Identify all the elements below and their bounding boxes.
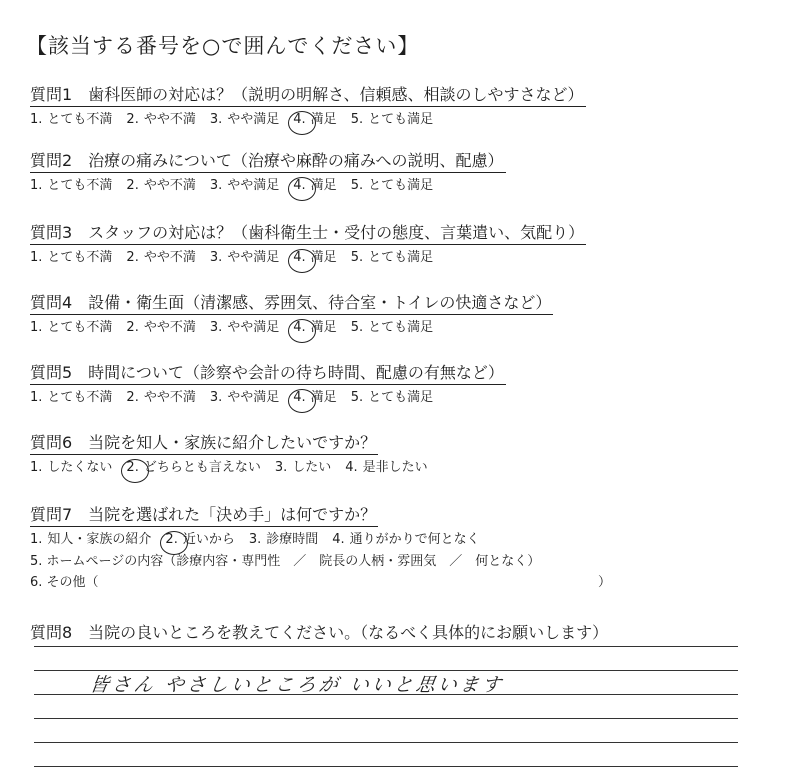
option-number: 1. <box>30 532 43 547</box>
option-number: 3. <box>248 532 262 547</box>
option-1[interactable] <box>30 457 112 479</box>
options <box>30 387 790 409</box>
option-label: 満足 <box>310 390 337 405</box>
option-3[interactable] <box>210 109 279 131</box>
option-number: 5. <box>350 178 364 193</box>
option-label: とても不満 <box>47 390 113 405</box>
option-4[interactable] <box>293 109 336 131</box>
option-label: 通りがかりで何となく <box>349 532 480 547</box>
option-number: 5. <box>350 320 364 335</box>
question-5 <box>30 362 790 409</box>
question-7 <box>30 504 790 593</box>
option-3[interactable] <box>249 529 318 551</box>
option-number: 3. <box>209 390 223 405</box>
question-title: 質問6 当院を知人・家族に紹介したいですか？ <box>30 432 378 455</box>
option-6-label: 6. その他（ <box>30 575 99 590</box>
option-number: 4. <box>293 178 306 193</box>
option-label: とても不満 <box>47 250 113 265</box>
option-label: したくない <box>47 460 113 475</box>
option-number: 2. <box>126 460 139 475</box>
option-4[interactable] <box>293 387 336 409</box>
option-label: やや満足 <box>227 390 280 405</box>
option-label: 満足 <box>310 112 337 127</box>
question-title: 質問5 時間について（診察や会計の待ち時間、配慮の有無など） <box>30 362 506 385</box>
answer-line <box>34 718 738 719</box>
option-label: とても満足 <box>368 250 434 265</box>
option-1[interactable] <box>30 387 112 409</box>
option-4[interactable] <box>345 457 427 479</box>
option-5[interactable] <box>351 247 433 269</box>
handwritten-answer: 皆さん やさしいところが いいと思います <box>88 674 506 696</box>
option-label: やや不満 <box>143 178 196 193</box>
option-4[interactable] <box>293 175 336 197</box>
options <box>30 457 790 479</box>
question-8 <box>30 622 790 644</box>
option-number: 3. <box>209 320 223 335</box>
options <box>30 529 790 551</box>
answer-line <box>34 766 738 767</box>
option-label: とても不満 <box>47 112 113 127</box>
option-label: とても満足 <box>368 320 434 335</box>
question-title: 質問7 当院を選ばれた「決め手」は何ですか？ <box>30 504 378 527</box>
option-number: 5. <box>350 250 364 265</box>
option-label: したい <box>292 460 332 475</box>
option-label: やや不満 <box>143 250 196 265</box>
question-title: 質問1 歯科医師の対応は？（説明の明解さ、信頼感、相談のしやすさなど） <box>30 84 586 107</box>
option-5[interactable] <box>351 109 433 131</box>
option-label: 近いから <box>182 532 235 547</box>
question-2 <box>30 150 790 197</box>
option-label: やや不満 <box>143 320 196 335</box>
option-3[interactable] <box>210 175 279 197</box>
option-4[interactable] <box>293 317 336 339</box>
option-2[interactable] <box>126 457 260 479</box>
option-6-close: ） <box>598 575 612 590</box>
option-number: 4. <box>293 250 306 265</box>
question-title: 質問4 設備・衛生面（清潔感、雰囲気、待合室・トイレの快適さなど） <box>30 292 553 315</box>
option-number: 2. <box>126 112 139 127</box>
option-number: 1. <box>30 320 43 335</box>
question-title: 質問3 スタッフの対応は？（歯科衛生士・受付の態度、言葉遣い、気配り） <box>30 222 586 245</box>
option-number: 4. <box>293 112 306 127</box>
option-number: 2. <box>126 178 139 193</box>
options <box>30 317 790 339</box>
option-label: 満足 <box>310 250 337 265</box>
option-label: とても満足 <box>368 178 434 193</box>
option-1[interactable] <box>30 175 112 197</box>
option-4[interactable] <box>332 529 479 551</box>
option-3[interactable] <box>210 247 279 269</box>
option-5-line: 5. ホームページの内容（診療内容・専門性 ／ 院長の人柄・雰囲気 ／ 何となく） <box>30 554 541 569</box>
option-label: やや不満 <box>143 112 196 127</box>
option-number: 2. <box>126 320 139 335</box>
option-2[interactable] <box>126 109 195 131</box>
question-6 <box>30 432 790 479</box>
option-label: とても不満 <box>47 320 113 335</box>
question-3 <box>30 222 790 269</box>
option-number: 4. <box>293 320 306 335</box>
option-number: 5. <box>350 390 364 405</box>
option-label: やや満足 <box>227 320 280 335</box>
option-5[interactable] <box>351 317 433 339</box>
option-number: 2. <box>126 250 139 265</box>
option-number: 3. <box>209 112 223 127</box>
question-title: 質問8 当院の良いところを教えてください。（なるべく具体的にお願いします） <box>30 623 609 642</box>
option-label: やや不満 <box>143 390 196 405</box>
option-number: 2. <box>165 532 178 547</box>
question-1 <box>30 84 790 131</box>
question-title: 質問2 治療の痛みについて（治療や麻酔の痛みへの説明、配慮） <box>30 150 506 173</box>
option-3[interactable] <box>275 457 331 479</box>
question-4 <box>30 292 790 339</box>
option-label: やや満足 <box>227 178 280 193</box>
option-number: 4. <box>345 460 358 475</box>
option-3[interactable] <box>210 387 279 409</box>
options <box>30 247 790 269</box>
option-1[interactable] <box>30 109 112 131</box>
option-label: 診療時間 <box>266 532 319 547</box>
option-2[interactable] <box>126 247 195 269</box>
option-6-line <box>30 572 790 593</box>
option-number: 1. <box>30 460 43 475</box>
option-1[interactable] <box>30 529 151 551</box>
option-1[interactable] <box>30 317 112 339</box>
option-label: やや満足 <box>227 250 280 265</box>
option-2[interactable] <box>126 175 195 197</box>
options <box>30 175 790 197</box>
option-5[interactable] <box>351 175 433 197</box>
option-number: 3. <box>209 178 223 193</box>
option-5[interactable] <box>351 387 433 409</box>
answer-line <box>34 646 738 647</box>
option-number: 4. <box>332 532 345 547</box>
option-2[interactable] <box>126 317 195 339</box>
option-3[interactable] <box>210 317 279 339</box>
option-1[interactable] <box>30 247 112 269</box>
option-number: 2. <box>126 390 139 405</box>
option-4[interactable] <box>293 247 336 269</box>
option-2[interactable] <box>126 387 195 409</box>
option-label: やや満足 <box>227 112 280 127</box>
option-label: 知人・家族の紹介 <box>47 532 152 547</box>
option-label: 満足 <box>310 178 337 193</box>
option-number: 1. <box>30 250 43 265</box>
option-label: とても不満 <box>47 178 113 193</box>
option-label: どちらとも言えない <box>143 460 261 475</box>
option-number: 3. <box>209 250 223 265</box>
option-label: 満足 <box>310 320 337 335</box>
option-label: とても満足 <box>368 112 434 127</box>
page-title: 【該当する番号を○で囲んでください】 <box>26 34 420 58</box>
option-label: 是非したい <box>362 460 428 475</box>
options <box>30 109 790 131</box>
option-number: 5. <box>350 112 364 127</box>
option-label: とても満足 <box>368 390 434 405</box>
answer-line <box>34 742 738 743</box>
option-number: 1. <box>30 390 43 405</box>
option-number: 1. <box>30 178 43 193</box>
option-2[interactable] <box>165 529 234 551</box>
option-number: 1. <box>30 112 43 127</box>
option-number: 3. <box>274 460 288 475</box>
option-number: 4. <box>293 390 306 405</box>
